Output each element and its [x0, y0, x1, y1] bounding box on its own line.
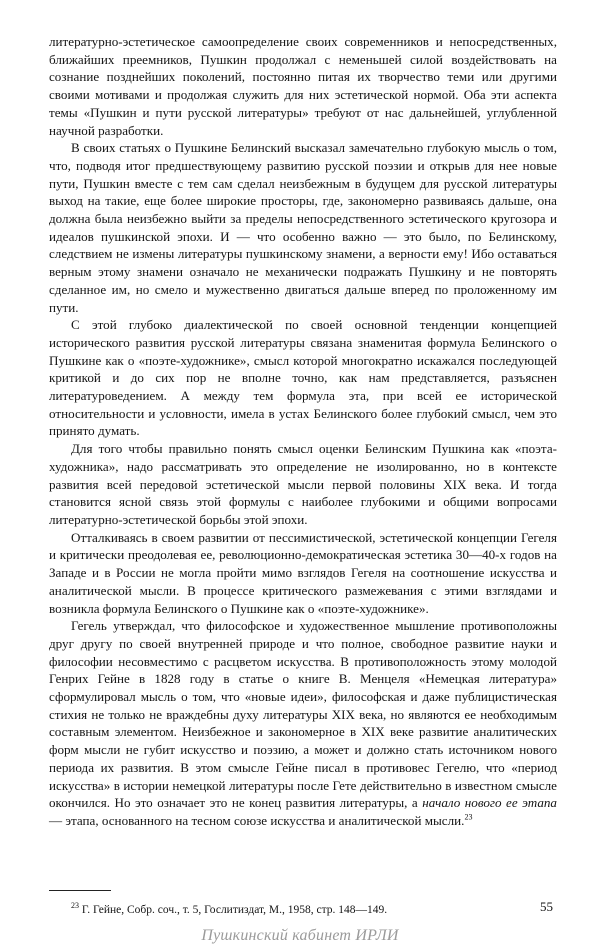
paragraph-6-italic: начало нового ее этапа — [422, 795, 557, 811]
footnote-text: Г. Гейне, Собр. соч., т. 5, Гослитиздат, М., 1958, стр. 148—149. — [81, 904, 388, 916]
paragraph-6-text: Гегель утверждал, что философское и художественное мышление противоположны друг другу по своей внутренней природе и что полное, свободное развитие науки и философии несовместимо с расцветом искусства. В противоположность этому молодой Генрих Гейне в 1828 году в статье о книге В. Менцеля «Немецкая литература» сформулировал мысль о том, что «новые идеи», философская и даже публицистическая стихия не только не враждебны духу литературы XIX века, но являются ее необходимым составным элементом. Неизбежное и закономерное в XIX веке развитие аналитических форм мысли не губит искусство и поэзию, а может и должно стать источником нового периода их развития. В этом смысле Гейне писал в противовес Гегелю, что «период искусства» в истории немецкой литературы после Гете действительно в известном смысле окончился. Но это означает это не конец развития литературы, а — [49, 618, 557, 811]
paragraph-2: В своих статьях о Пушкине Белинский высказал замечательно глубокую мысль о том, что, подводя итог предшествующему развитию русской поэзии и открыв для нее новые пути, Пушкин вместе с тем сам сделал неизбежным в будущем для русской литературы выход на такие, еще более широкие просторы, где, закономерно развиваясь дальше, она должна была неизбежно выйти за пределы непосредственного эстетического кругозора и идеалов пушкинской эпохи. И — что особенно важно — это было, по Белинскому, следствием не измены литературы пушкинскому знамени, а верности ему! Ибо оставаться верным этому знамени означало не механически подражать Пушкину и не повторять сделанное им, но смело и мужественно двигаться дальше вперед по проложенному им пути. — [49, 140, 557, 315]
paragraph-3: С этой глубоко диалектической по своей основной тенденции концепцией исторического развития русской литературы связана знаменитая формула Белинского о Пушкине как о «поэте-художнике», смысл которой многократно искажался последующей критикой и до сих пор не вполне точно, как нам представляется, разъяснен литературоведением. А между тем формула эта, при всей ее исторической относительности и условности, имела в устах Белинского более глубокий смысл, чем это принято думать. — [49, 317, 557, 439]
page-number: 55 — [540, 899, 553, 914]
page-body — [49, 33, 557, 830]
footnote — [49, 901, 557, 916]
footnote-reference[interactable]: 23 — [464, 812, 473, 822]
watermark: Пушкинский кабинет ИРЛИ — [201, 927, 399, 944]
footnote-marker: 23 — [71, 901, 79, 911]
footnote-divider — [49, 890, 111, 891]
paragraph-1: литературно-эстетическое самоопределение своих современников и непосредственных, ближайших преемников, Пушкин продолжал с неменьшей силой воздействовать на сознание позднейших поколений, постоянно питая их творчество теми или другими своими мотивами и продолжая служить для них эстетической нормой. Оба эти аспекта темы «Пушкин и пути русской литературы» требуют от нас дальнейшей, углубленной научной разработки. — [49, 34, 557, 138]
paragraph-5: Отталкиваясь в своем развитии от пессимистической, эстетической концепции Гегеля и критически преодолевая ее, революционно-демократическая эстетика 30—40-х годов на Западе и в России не могла пройти мимо взглядов Гегеля на соотношение искусства и аналитической мысли. В процессе критического размежевания с этими взглядами и возникла формула Белинского о Пушкине как о «поэте-художнике». — [49, 529, 557, 616]
paragraph-4: Для того чтобы правильно понять смысл оценки Белинским Пушкина как «поэта-художника», надо рассматривать это определение не изолированно, но в контексте развития всей передовой эстетической мысли первой половины XIX века. И тогда становится ясной связь этой формулы с наиболее глубокими и общими вопросами литературно-эстетической борьбы этой эпохи. — [49, 441, 557, 527]
paragraph-6 — [49, 617, 557, 829]
paragraph-6-tail: — этапа, основанного на тесном союзе искусства и аналитической мысли. — [49, 812, 465, 828]
